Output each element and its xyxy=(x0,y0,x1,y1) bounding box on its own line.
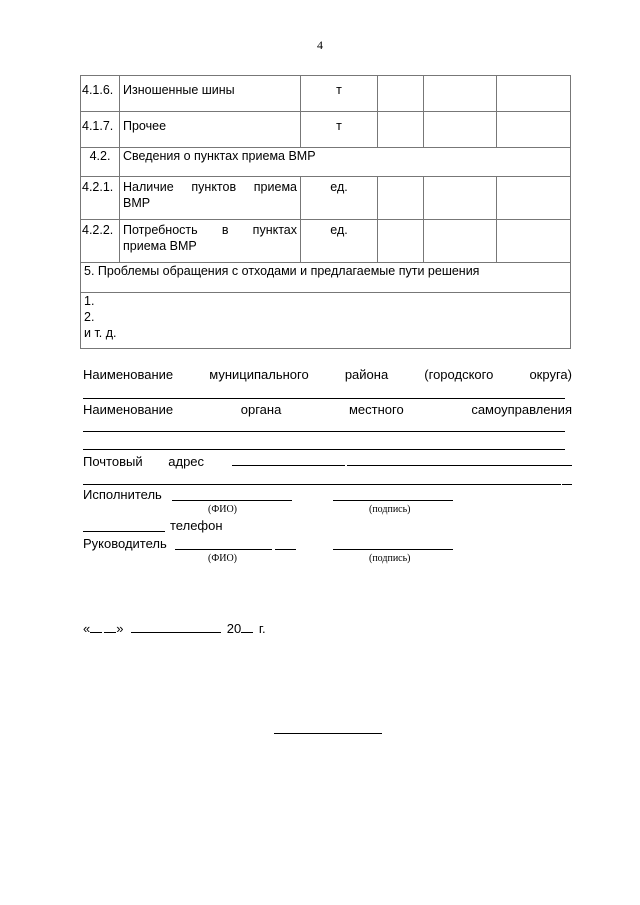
row-label xyxy=(120,220,301,263)
list-item: и т. д. xyxy=(84,326,117,340)
empty-cell[interactable] xyxy=(378,220,424,263)
sign-caption: (подпись) xyxy=(369,553,411,564)
fill-line[interactable] xyxy=(562,484,572,485)
separator-line xyxy=(274,733,382,734)
page-number: 4 xyxy=(317,38,323,52)
head-sign-line[interactable] xyxy=(333,549,453,550)
empty-cell[interactable] xyxy=(424,76,497,112)
list-item: 1. xyxy=(84,294,95,308)
executor-sign-line[interactable] xyxy=(333,500,453,501)
table-row xyxy=(81,76,571,112)
head-fio-line-2[interactable] xyxy=(275,549,296,550)
date-quote-close: » xyxy=(116,621,124,636)
table-row xyxy=(81,112,571,148)
table-row xyxy=(81,177,571,220)
day-blank[interactable] xyxy=(90,620,102,633)
executor-label: Исполнитель xyxy=(83,487,162,502)
organ-line xyxy=(83,402,572,417)
report-table xyxy=(80,75,571,349)
row-label-line1: Потребность в пунктах xyxy=(123,223,297,237)
empty-cell[interactable] xyxy=(424,112,497,148)
fio-caption: (ФИО) xyxy=(208,553,238,564)
fill-line[interactable] xyxy=(83,431,565,432)
row-number: 4.1.6. xyxy=(81,76,120,112)
word: Наименование xyxy=(83,367,174,382)
section5-title: 5. Проблемы обращения с отходами и предлагаемые пути решения xyxy=(81,263,571,293)
row-label: Прочее xyxy=(120,112,301,148)
phone-fill-line[interactable] xyxy=(83,531,165,532)
row-label-line2: ВМР xyxy=(123,196,151,210)
month-blank[interactable] xyxy=(131,620,221,633)
section-row xyxy=(81,263,571,293)
head-label: Руководитель xyxy=(83,536,167,551)
empty-cell[interactable] xyxy=(378,112,424,148)
empty-cell[interactable] xyxy=(378,177,424,220)
fill-line[interactable] xyxy=(83,484,561,485)
list-item: 2. xyxy=(84,310,95,324)
fill-line[interactable] xyxy=(83,449,565,450)
word: самоуправления xyxy=(471,402,572,417)
empty-cell[interactable] xyxy=(497,112,571,148)
row-unit: т xyxy=(301,112,378,148)
word: Наименование xyxy=(83,402,174,417)
row-number: 4.2.1. xyxy=(81,177,120,220)
year-suffix: г. xyxy=(258,621,266,636)
table-row xyxy=(81,220,571,263)
executor-fio-line[interactable] xyxy=(172,500,292,501)
word: органа xyxy=(240,402,282,417)
row-label-line1: Наличие пунктов приема xyxy=(123,180,297,194)
fill-line[interactable] xyxy=(83,398,565,399)
row-unit: ед. xyxy=(301,177,378,220)
row-number: 4.1.7. xyxy=(81,112,120,148)
empty-cell[interactable] xyxy=(497,76,571,112)
list-row xyxy=(81,293,571,349)
row-number: 4.2.2. xyxy=(81,220,120,263)
postal-label: Почтовый xyxy=(83,454,143,469)
municipal-line xyxy=(83,367,572,382)
postal-label-2: адрес xyxy=(168,454,205,469)
list-cell[interactable] xyxy=(81,293,571,349)
postal-fill-line[interactable] xyxy=(232,465,345,466)
postal-line xyxy=(83,454,573,469)
section-row xyxy=(81,148,571,177)
section-number: 4.2. xyxy=(81,148,120,177)
word: муниципального xyxy=(209,367,309,382)
fio-caption: (ФИО) xyxy=(208,504,238,515)
head-fio-line[interactable] xyxy=(175,549,272,550)
date-line xyxy=(83,620,573,636)
day-blank[interactable] xyxy=(104,620,116,633)
date-quote-open: « xyxy=(83,621,91,636)
empty-cell[interactable] xyxy=(497,177,571,220)
row-unit: ед. xyxy=(301,220,378,263)
section-title: Сведения о пунктах приема ВМР xyxy=(120,148,571,177)
empty-cell[interactable] xyxy=(424,177,497,220)
row-label xyxy=(120,177,301,220)
year-blank[interactable] xyxy=(241,620,253,633)
year-prefix: 20 xyxy=(226,621,242,636)
word: местного xyxy=(348,402,404,417)
sign-caption: (подпись) xyxy=(369,504,411,515)
word: района xyxy=(344,367,389,382)
postal-fill-line[interactable] xyxy=(347,465,572,466)
row-label: Изношенные шины xyxy=(120,76,301,112)
word: (городского xyxy=(424,367,494,382)
row-label-line2: приема ВМР xyxy=(123,239,197,253)
word: округа) xyxy=(529,367,572,382)
empty-cell[interactable] xyxy=(497,220,571,263)
empty-cell[interactable] xyxy=(424,220,497,263)
phone-label: телефон xyxy=(170,518,223,533)
empty-cell[interactable] xyxy=(378,76,424,112)
row-unit: т xyxy=(301,76,378,112)
